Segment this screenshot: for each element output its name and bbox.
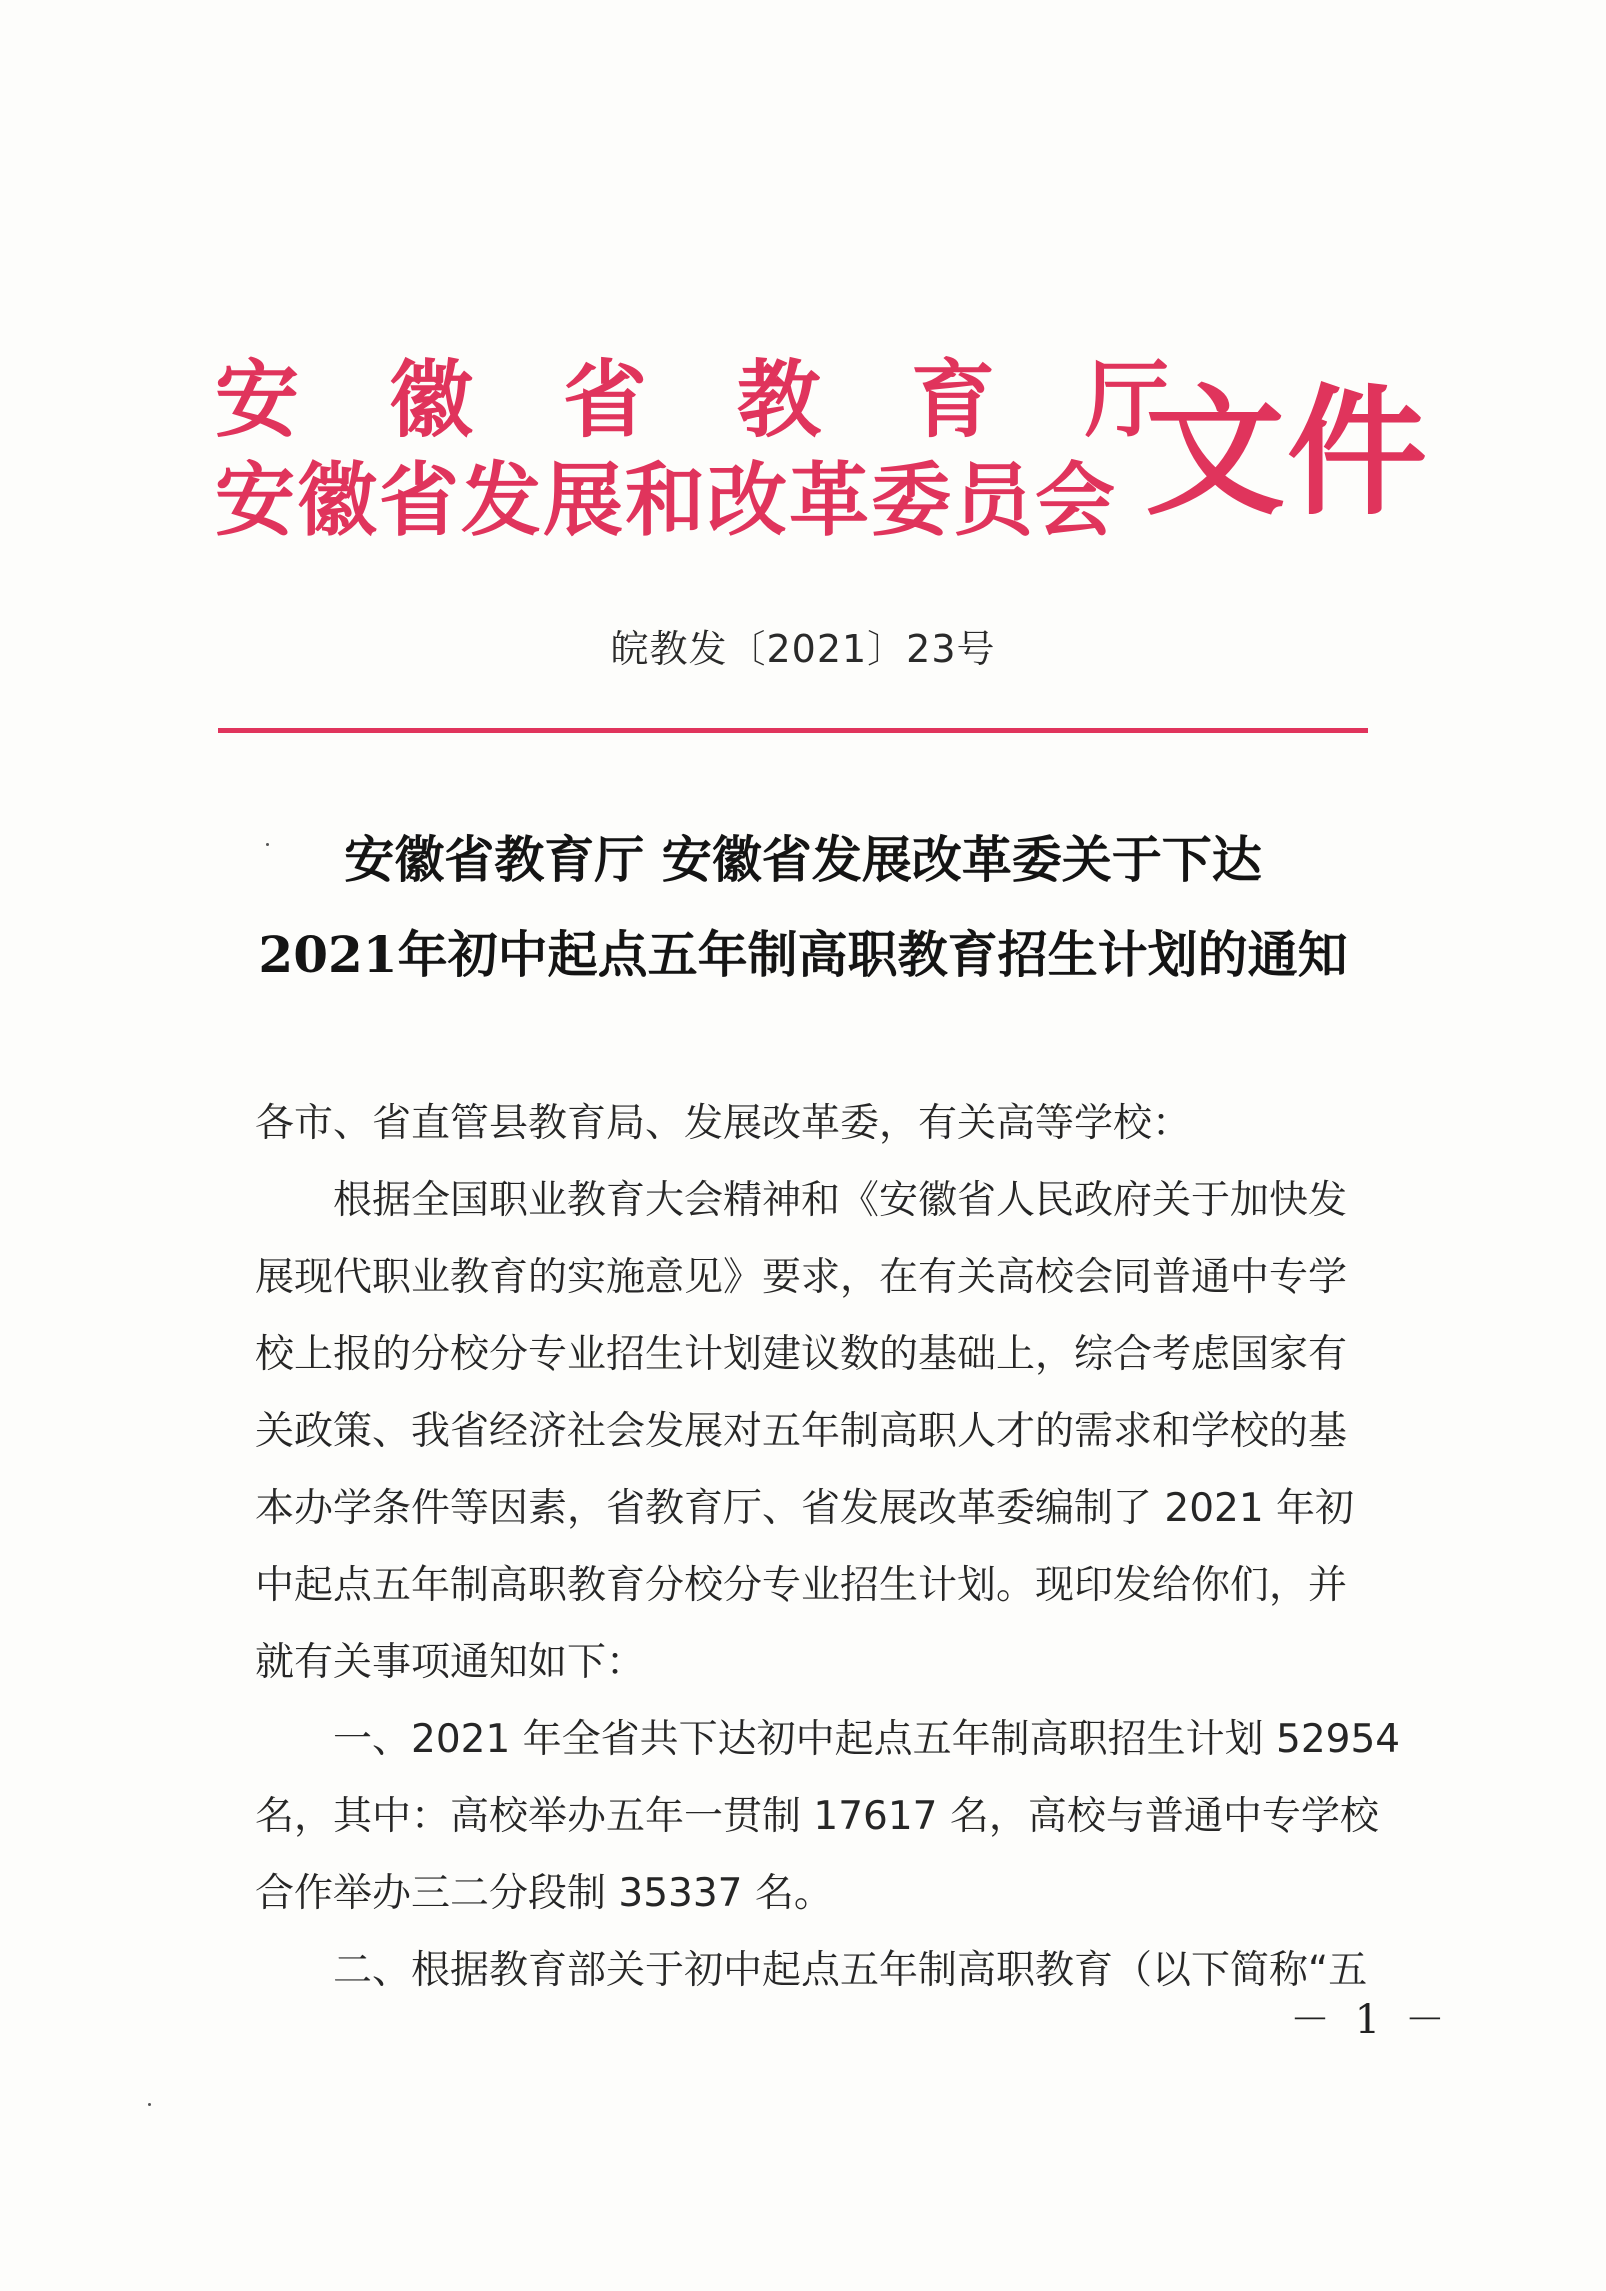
body-line: 关政策、我省经济社会发展对五年制高职人才的需求和学校的基 [255, 1409, 1348, 1454]
scan-speck [266, 843, 269, 846]
body-line: 二、根据教育部关于初中起点五年制高职教育（以下简称“五 [333, 1948, 1368, 1993]
scan-speck [148, 2103, 151, 2106]
body-line-salutation: 各市、省直管县教育局、发展改革委，有关高等学校： [255, 1101, 1192, 1146]
red-divider-line [218, 728, 1368, 733]
body-line: 中起点五年制高职教育分校分专业招生计划。现印发给你们，并 [255, 1563, 1348, 1608]
body-line: 名，其中：高校举办五年一贯制 17617 名，高校与普通中专学校 [255, 1794, 1379, 1839]
body-line: 展现代职业教育的实施意见》要求，在有关高校会同普通中专学 [255, 1255, 1348, 1300]
body-line: 就有关事项通知如下： [255, 1640, 646, 1685]
issuer-line-development-reform-commission: 安徽省发展和改革委员会 [215, 453, 1117, 547]
document-title-line-2: 2021年初中起点五年制高职教育招生计划的通知 [258, 925, 1348, 984]
red-header [215, 350, 1430, 550]
page-number: － 1 － [1290, 1997, 1451, 2043]
issuer-line-education-department: 安徽省教育厅 [215, 350, 1260, 449]
body-line: 一、2021 年全省共下达初中起点五年制高职招生计划 52954 [333, 1717, 1401, 1762]
body-line: 合作举办三二分段制 35337 名。 [255, 1871, 833, 1916]
body-line: 本办学条件等因素，省教育厅、省发展改革委编制了 2021 年初 [255, 1486, 1355, 1531]
document-number: 皖教发〔2021〕23号 [610, 627, 996, 671]
document-title-line-1: 安徽省教育厅 安徽省发展改革委关于下达 [344, 830, 1262, 889]
body-line: 校上报的分校分专业招生计划建议数的基础上，综合考虑国家有 [255, 1332, 1348, 1377]
body-line: 根据全国职业教育大会精神和《安徽省人民政府关于加快发 [333, 1178, 1348, 1223]
document-label: 文件 [1145, 371, 1430, 535]
